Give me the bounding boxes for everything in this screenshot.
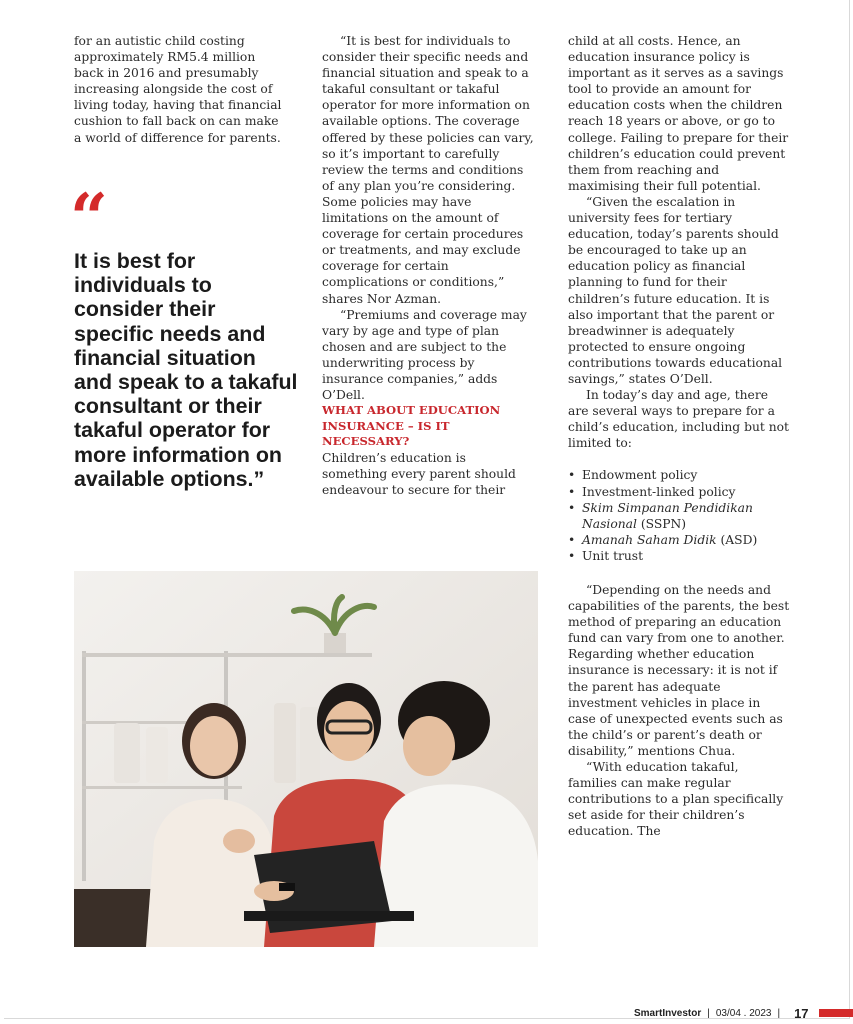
list-item: • Skim Simpanan Pendidikan Nasional (SSPN) [568, 500, 790, 532]
list-item: • Unit trust [568, 548, 790, 564]
footer-separator: | [707, 1007, 710, 1019]
page-footer [634, 1006, 809, 1020]
body-paragraph: “Given the escalation in university fees for tertiary education, today’s parents should be encouraged to take up an education policy as financial planning to fund for their children’s future education. It is also important that the parent or breadwinner is adequately protected to ensure ongoing contributions towards educational savings,” states O’Dell. [568, 194, 783, 386]
magazine-page [4, 0, 850, 1019]
page-number: 17 [794, 1005, 809, 1021]
body-paragraph: “With education takaful, families can make regular contributions to a plan specifically set aside for their children’s education. The [568, 760, 784, 839]
column-3 [568, 33, 790, 840]
quote-mark-icon: “ [70, 179, 108, 257]
footer-separator: | [777, 1007, 781, 1019]
section-heading: WHAT ABOUT EDUCATION INSURANCE – IS IT NECESSARY? [322, 403, 501, 449]
issue-date: 03/04 . 2023 [715, 1007, 772, 1019]
education-options-list [568, 467, 790, 564]
family-consultation-photo [74, 571, 538, 947]
body-paragraph: “It is best for individuals to consider their specific needs and financial situation and speak to a takaful consultant or takaful operator for more information on available options. The coverage offered by these policies can vary, so it’s important to carefully review the terms and conditions of any plan you’re considering. Some policies may have limitations on the amount of coverage for certain procedures or treatments, and may exclude coverage for certain complications or conditions,” shares Nor Azman. [322, 34, 534, 306]
body-paragraph: for an autistic child costing approximately RM5.4 million back in 2016 and presumably increasing alongside the cost of living today, having that financial cushion to fall back on can make a world of difference for parents. [74, 34, 282, 145]
body-paragraph: “Depending on the needs and capabilities of the parents, the best method of preparing an education fund can vary from one to another. Regarding whether education insurance is necessary: it is not if the parent has adequate investment vehicles in place in case of unexpected events such as the child’s or parent’s death or disability,” mentions Chua. [568, 583, 790, 758]
body-paragraph: “Premiums and coverage may vary by age and type of plan chosen and are subject to the underwriting process by insurance companies,” adds O’Dell. [322, 307, 527, 403]
column-2 [322, 33, 534, 498]
body-paragraph: In today’s day and age, there are several ways to prepare for a child’s education, including but not limited to: [568, 388, 789, 451]
publication-name: SmartInvestor [634, 1007, 702, 1019]
column-1 [74, 33, 284, 146]
list-item: • Endowment policy [568, 467, 790, 483]
body-paragraph: Children’s education is something every parent should endeavour to secure for their [322, 450, 516, 497]
list-item: • Amanah Saham Didik (ASD) [568, 532, 790, 548]
pull-quote: It is best for individuals to consider their specific needs and financial situation and speak to a takaful consultant or their takaful operator for more information on available options.” [74, 249, 298, 491]
body-paragraph: child at all costs. Hence, an education insurance policy is important as it serves as a savings tool to provide an amount for education costs when the children reach 18 years or above, or go to college. Failing to prepare for their children’s education could prevent them from reaching and maximising their full potential. [568, 34, 789, 193]
list-item: • Investment-linked policy [568, 484, 790, 500]
footer-accent-bar [819, 1009, 853, 1017]
